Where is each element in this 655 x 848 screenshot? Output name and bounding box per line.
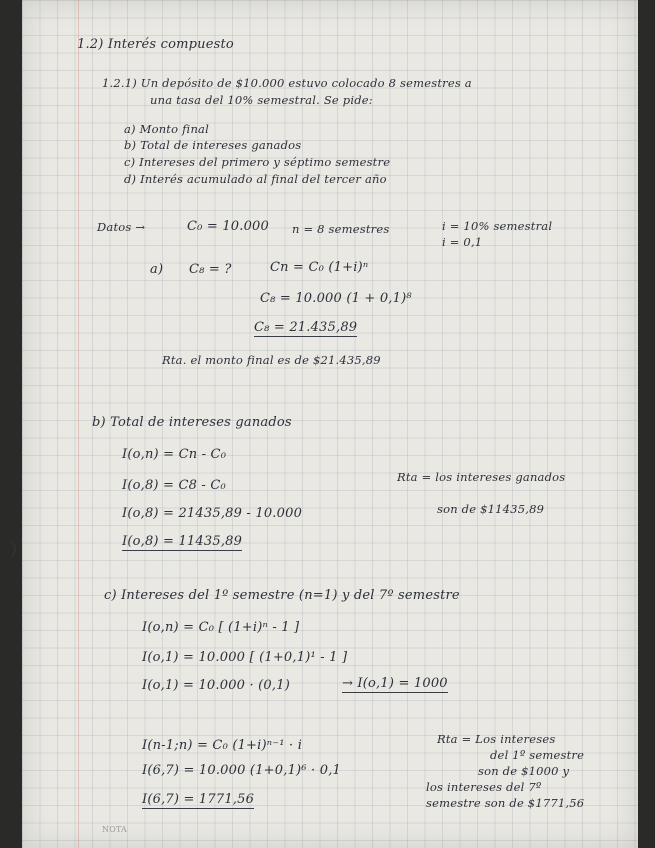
item-b: b) Total de intereses ganados [124, 138, 302, 152]
problem-line-2: una tasa del 10% semestral. Se pide: [150, 93, 373, 107]
part-c-result-1: → I(o,1) = 1000 [342, 676, 448, 691]
part-c-answer-1: Rta = Los intereses [437, 732, 556, 746]
part-b-line-3: I(o,8) = 21435,89 - 10.000 [122, 506, 303, 521]
part-c-answer-2: del 1º semestre [490, 748, 585, 762]
part-c-title: c) Intereses del 1º semestre (n=1) y del 7º semestre [104, 588, 460, 603]
part-c-line-4: I(n-1;n) = C₀ (1+i)ⁿ⁻¹ · i [142, 738, 303, 753]
part-c-answer-5: semestre son de $1771,56 [426, 796, 585, 810]
datos-i: i = 10% semestral [442, 219, 553, 233]
part-a-answer: Rta. el monto final es de $21.435,89 [162, 353, 381, 367]
item-d: d) Interés acumulado al final del tercer año [124, 172, 387, 186]
notebook-page [22, 0, 638, 848]
part-c-line-5: I(6,7) = 10.000 (1+0,1)⁶ · 0,1 [142, 763, 341, 778]
item-a: a) Monto final [124, 122, 209, 136]
part-a-label: a) [150, 262, 164, 277]
datos-label: Datos → [97, 220, 146, 234]
part-a-formula: Cn = C₀ (1+i)ⁿ [270, 260, 369, 275]
part-c-line-1: I(o,n) = C₀ [ (1+i)ⁿ - 1 ] [142, 620, 300, 635]
part-c-line-3: I(o,1) = 10.000 · (0,1) [142, 678, 290, 693]
footer-label: NOTA [102, 825, 128, 834]
part-c-answer-4: los intereses del 7º [426, 780, 542, 794]
part-b-answer-2: son de $11435,89 [437, 502, 545, 516]
part-a-ask: C₈ = ? [189, 262, 232, 277]
section-heading: 1.2) Interés compuesto [77, 37, 234, 52]
datos-c0: C₀ = 10.000 [187, 219, 270, 234]
item-c: c) Intereses del primero y séptimo semestre [124, 155, 391, 169]
part-a-result: C₈ = 21.435,89 [254, 320, 358, 335]
part-b-result: I(o,8) = 11435,89 [122, 534, 243, 549]
datos-i-decimal: i = 0,1 [442, 235, 483, 249]
part-b-line-1: I(o,n) = Cn - C₀ [122, 447, 227, 462]
part-c-result-7: I(6,7) = 1771,56 [142, 792, 255, 807]
part-c-answer-3: son de $1000 y [478, 764, 570, 778]
part-c-line-2: I(o,1) = 10.000 [ (1+0,1)¹ - 1 ] [142, 650, 348, 665]
part-b-line-2: I(o,8) = C8 - C₀ [122, 478, 226, 493]
margin-line [78, 0, 79, 848]
part-b-title: b) Total de intereses ganados [92, 415, 292, 430]
datos-n: n = 8 semestres [292, 222, 390, 236]
binder-hole [0, 540, 16, 558]
problem-line-1: 1.2.1) Un depósito de $10.000 estuvo colocado 8 semestres a [102, 76, 472, 90]
part-b-answer-1: Rta = los intereses ganados [397, 470, 566, 484]
part-a-substitution: C₈ = 10.000 (1 + 0,1)⁸ [260, 291, 412, 306]
